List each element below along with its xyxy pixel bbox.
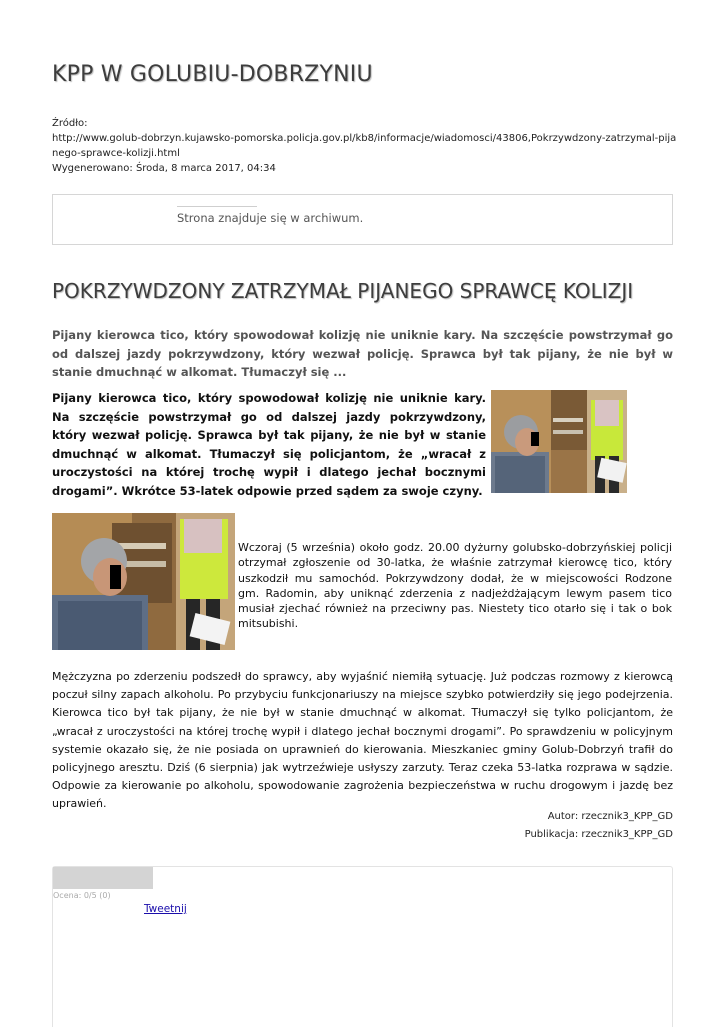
tweet-link[interactable]: Tweetnij [144,903,187,915]
archive-message: Strona znajduje się w archiwum. [177,211,364,225]
rating-stars-widget[interactable] [53,867,153,889]
article-title: POKRZYWDZONY ZATRZYMAŁ PIJANEGO SPRAWCĘ KOLIZJI [52,279,634,303]
photo-illustration [52,513,235,650]
photo-illustration [491,390,627,493]
source-info [52,116,677,176]
rating-text: Ocena: 0/5 (0) [53,891,111,900]
article-paragraph-2: Mężczyzna po zderzeniu podszedł do sprawcy, aby wyjaśnić niemiłą sytuację. Już podczas rozmowy z kierowcą poczuł silny zapach alkoholu. Po przybyciu funkcjonariuszy na miejsce szybko potwierdziły się jego podejrzenia. Kierowca tico był tak pijany, że nie był w stanie dmuchnąć w alkomat. Tłumaczył się tylko policjantom, że „wracał z uroczystości na której trochę wypił i dlatego jechał bocznymi drogami”. Po sprawdzeniu w policyjnym systemie okazało się, że nie posiada on uprawnień do kierowania. Mieszkaniec gminy Golub-Dobrzyń trafił do policyjnego aresztu. Dziś (6 sierpnia) jak wytrzeźwieje usłyszy zarzuty. Teraz czeka 53-latka rozprawa w sądzie. Odpowie za kierowanie po alkoholu, spowodowanie zagrożenia bezpieczeństwa w ruchu drogowym i jazdę bez uprawień. [52,670,673,811]
rating-share-box [52,866,673,1027]
article-photo-main[interactable] [491,390,627,493]
archive-notice [52,194,673,245]
article-photo-secondary[interactable] [52,513,235,650]
generated-date: Wygenerowano: Środa, 8 marca 2017, 04:34 [52,163,276,174]
archive-divider [177,206,257,207]
article-author: Autor: rzecznik3_KPP_GD [547,811,673,822]
source-url[interactable]: http://www.golub-dobrzyn.kujawsko-pomorska.policja.gov.pl/kb8/informacje/wiadomosci/43806,Pokrzywdzony-zatrzymal-pijanego-sprawce-kolizji.html [52,133,677,159]
article-publisher: Publikacja: rzecznik3_KPP_GD [524,829,673,840]
site-title: KPP W GOLUBIU-DOBRZYNIU [52,62,373,87]
article-intro: Pijany kierowca tico, który spowodował kolizję nie uniknie kary. Na szczęście powstrzymał go od dalszej jazdy pokrzywdzony, który wezwał policję. Sprawca był tak pijany, że nie był w stanie dmuchnąć w alkomat. Tłumaczył się policjantom, że „wracał z uroczystości na której trochę wypił i dlatego jechał bocznymi drogami”. Wkrótce 53-latek odpowie przed sądem za swoje czyny. [52,391,486,498]
article-paragraph-1: Wczoraj (5 września) około godz. 20.00 dyżurny golubsko-dobrzyńskiej policji otrzymał zgłoszenie od 30-latka, że właśnie zatrzymał kierowcę tico, który uszkodził mu samochód. Pokrzywdzony dodał, że w miejscowości Rodzone gm. Radomin, aby uniknąć zderzenia z nadjeżdżającym lewym pasem tico musiał zjechać również na przeciwny pas. Niestety tico otarło się i tak o bok mitsubishi. [238,541,672,631]
source-label: Źródło: [52,118,88,129]
article-lead: Pijany kierowca tico, który spowodował kolizję nie uniknie kary. Na szczęście powstrzymał go od dalszej jazdy pokrzywdzony, który wezwał policję. Sprawca był tak pijany, że nie był w stanie dmuchnąć w alkomat. Tłumaczył się ... [52,328,673,379]
